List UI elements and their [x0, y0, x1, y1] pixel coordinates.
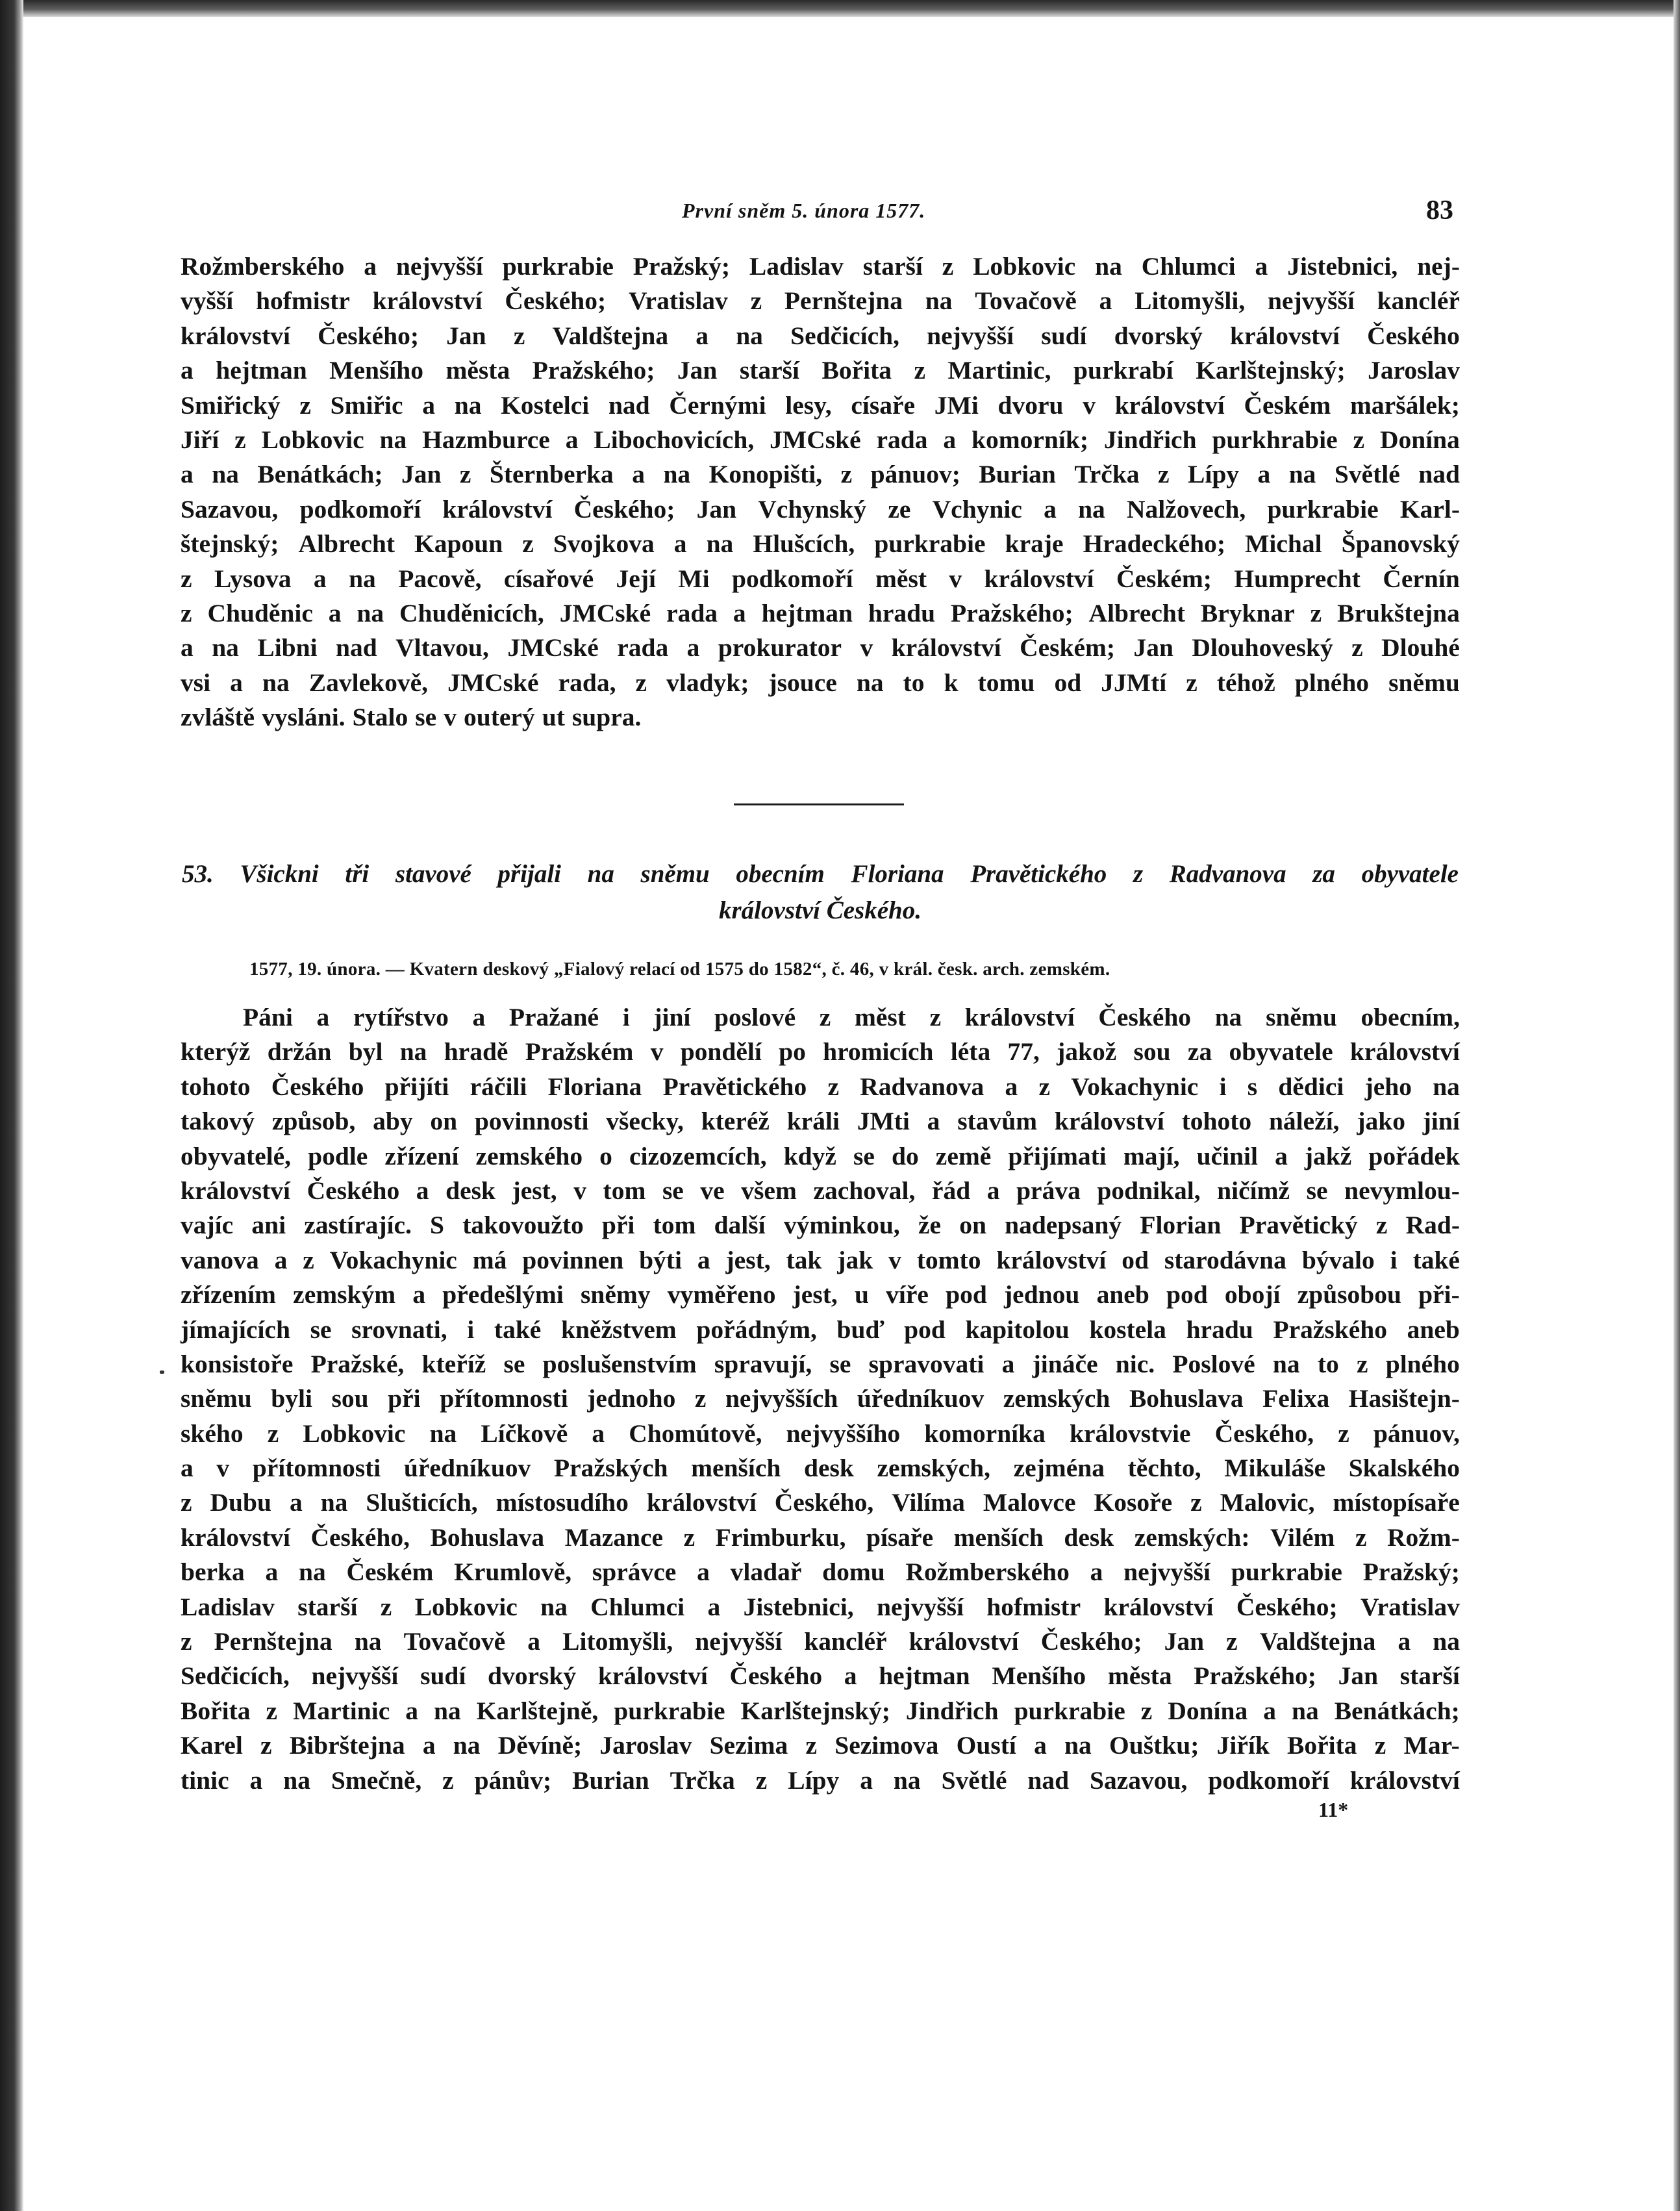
text-line: Páni a rytířstvo a Pražané i jiní poslové z měst z království Českého na sněmu obecním, [243, 1003, 1460, 1031]
text-line: Bořita z Martinic a na Karlštejně, purkrabie Karlštejnský; Jindřich purkrabie z Donína a na Benátkách; [181, 1696, 1460, 1725]
text-line: berka a na Českém Krumlově, správce a vladař domu Rožmberského a nejvyšší purkrabie Pražský; [181, 1558, 1460, 1587]
text-line: obyvatelé, podle zřízení zemského o cizozemcích, když se do země přijímati mají, učinil a jakž pořádek [181, 1141, 1460, 1170]
text-line: tohoto Českého přijíti ráčili Floriana Pravětického z Radvanova a z Vokachynic i s dědici jeho na [181, 1072, 1460, 1101]
page-number: 83 [1426, 196, 1453, 225]
document-title-line-2: království Českého. [719, 896, 921, 924]
text-line: z Lysova a na Pacově, císařové Její Mi podkomoří měst v království Českém; Humprecht Černín [181, 564, 1460, 593]
document-title-line-1: 53. Všickni tři stavové přijali na sněmu obecním Floriana Pravětického z Radvanova za obyvatele [182, 860, 1459, 888]
text-line: vsi a na Zavlekově, JMCské rada, z vladyk; jsouce na to k tomu od JJMtí z téhož plného sněmu [181, 668, 1460, 697]
scan-shadow-left [0, 0, 23, 2211]
document-title [182, 856, 1459, 929]
document-body [181, 1000, 1460, 1798]
section-divider [734, 803, 904, 805]
text-line: Sazavou, podkomoří království Českého; Jan Vchynský ze Vchynic a na Nalžovech, purkrabie Karl- [181, 494, 1460, 524]
text-line: Sedčicích, nejvyšší sudí dvorský království Českého a hejtman Menšího města Pražského; Jan starší [181, 1661, 1460, 1691]
text-line: Karel z Bibrštejna a na Děvíně; Jaroslav Sezima z Sezimova Oustí a na Ouštku; Jiřík Bořita z Mar- [181, 1731, 1460, 1760]
text-line: takový způsob, aby on povinnosti všecky, kteréž králi JMti a stavům království tohoto náleží, jako jiní [181, 1107, 1460, 1136]
text-line: z Dubu a na Slušticích, místosudího království Českého, Vilíma Malovce Kosoře z Malovic, místopísaře [181, 1488, 1460, 1517]
text-line: a na Libni nad Vltavou, JMCské rada a prokurator v království Českém; Jan Dlouhoveský z Dlouhé [181, 633, 1460, 663]
text-line: Ladislav starší z Lobkovic na Chlumci a Jistebnici, nejvyšší hofmistr království Českého; Vratislav [181, 1592, 1460, 1621]
text-line: z Chuděnic a na Chuděnicích, JMCské rada a hejtman hradu Pražského; Albrecht Bryknar z Brukštejna [181, 598, 1460, 627]
text-line: Rožmberského a nejvyšší purkrabie Pražský; Ladislav starší z Lobkovic na Chlumci a Jistebnici, nej- [181, 252, 1460, 281]
text-line: ského z Lobkovic na Líčkově a Chomútově, nejvyššího komorníka královstvie Českého, z pánuov, [181, 1419, 1460, 1448]
text-line: vyšší hofmistr království Českého; Vratislav z Pernštejna na Tovačově a Litomyšli, nejvyšší kancléř [181, 286, 1460, 316]
text-line: kterýž držán byl na hradě Pražském v pondělí po hromicích léta 77, jakož sou za obyvatele království [181, 1037, 1460, 1067]
running-title: První sněm 5. února 1577. [682, 199, 926, 222]
text-line: království Českého; Jan z Valdštejna a na Sedčicích, nejvyšší sudí dvorský království Českého [181, 321, 1460, 350]
text-line: a hejtman Menšího města Pražského; Jan starší Bořita z Martinic, purkrabí Karlštejnský; Jaroslav [181, 356, 1460, 385]
text-line: království Českého, Bohuslava Mazance z Frimburku, písaře menších desk zemských: Vilém z Rožm- [181, 1522, 1460, 1552]
text-line: konsistoře Pražské, kteříž se poslušenstvím spravují, se spravovati a jináče nic. Poslové na to z plného [181, 1349, 1460, 1378]
text-line: štejnský; Albrecht Kapoun z Svojkova a na Hlušcích, purkrabie kraje Hradeckého; Michal Španovský [181, 529, 1460, 559]
text-line: království Českého a desk jest, v tom se ve všem zachoval, řád a práva podnikal, ničímž se nevymlou- [181, 1176, 1460, 1205]
text-line: Smiřický z Smiřic a na Kostelci nad Černými lesy, císaře JMi dvoru v království Českém maršálek; [181, 390, 1460, 420]
text-line: tinic a na Smečně, z pánův; Burian Trčka z Lípy a na Světlé nad Sazavou, podkomoří království [181, 1765, 1460, 1795]
text-line: z Pernštejna na Tovačově a Litomyšli, nejvyšší kancléř království Českého; Jan z Valdštejna a na [181, 1627, 1460, 1656]
text-line: a na Benátkách; Jan z Šternberka a na Konopišti, z pánuov; Burian Trčka z Lípy a na Světlé nad [181, 460, 1460, 489]
text-line: a v přítomnosti úředníkuov Pražských menších desk zemských, zejména těchto, Mikuláše Skalského [181, 1454, 1460, 1483]
print-speck [160, 1371, 164, 1374]
text-line: vanova a z Vokachynic má povinnen býti a jest, tak jak v tomto království od starodávna bývalo i také [181, 1245, 1460, 1274]
scan-shadow-top [0, 0, 1680, 17]
text-line: sněmu byli sou při přítomnosti jednoho z nejvyšších úředníkuov zemských Bohuslava Felixa Hasištejn- [181, 1384, 1460, 1413]
text-line: zřízením zemským a předešlými sněmy vyměřeno jest, u víře pod jednou aneb pod obojí způsobou při- [181, 1280, 1460, 1309]
text-line: zvláště vysláni. Stalo se v outerý ut supra. [181, 703, 642, 732]
text-line: jímajících se srovnati, i také kněžstvem pořádným, buď pod kapitolou kostela hradu Pražského aneb [181, 1315, 1460, 1344]
text-line: vajíc ani zastírajíc. S takovoužto při tom další výminkou, že on nadepsaný Florian Pravětický z Rad- [181, 1211, 1460, 1240]
source-citation: 1577, 19. února. — Kvatern deskový „Fialový relací od 1575 do 1582“, č. 46, v král. česk. arch. zemském. [249, 959, 1110, 979]
scan-shadow-right [1674, 0, 1680, 2211]
text-line: Jiří z Lobkovic na Hazmburce a Libochovicích, JMCské rada a komorník; Jindřich purkhrabie z Donína [181, 425, 1460, 454]
continuation-paragraph [181, 249, 1460, 735]
sheet-signature: 11* [1318, 1798, 1349, 1821]
